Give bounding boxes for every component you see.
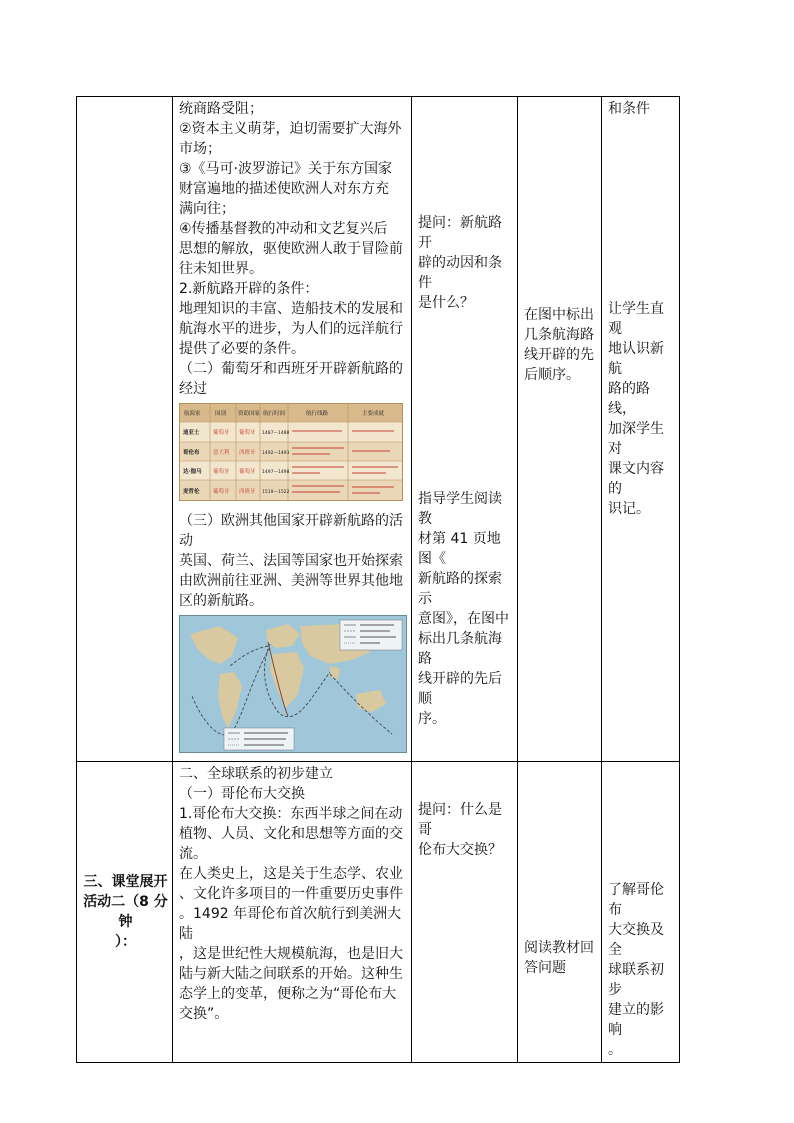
text-line: 地认识新航 <box>608 341 664 377</box>
text-line: 航海水平的进步，为人们的远洋航行 <box>179 321 403 337</box>
text-line: 在图中标出 <box>524 307 594 323</box>
text-line: 路的路线， <box>608 381 650 417</box>
nav-header: 航行时间 <box>263 411 286 417</box>
nav-cell: 1487—1488 <box>262 431 290 436</box>
text-line: 动 <box>179 533 193 549</box>
text-line: 英国、荷兰、法国等国家也开始探索 <box>179 553 403 569</box>
text-line: 让学生直观 <box>608 301 664 337</box>
text-line: 几条航海路 <box>524 327 594 343</box>
nav-header: 国别 <box>215 411 227 417</box>
text-line: 三、课堂展开 <box>83 874 168 890</box>
nav-cell: 意大利 <box>213 450 230 456</box>
nav-header: 资助国家 <box>238 411 261 417</box>
text-line: 满向往； <box>179 201 235 217</box>
text-line: 、文化许多项目的一件重要历史事件 <box>179 886 403 902</box>
text-line: ②资本主义萌芽，迫切需要扩大海外 <box>179 121 402 137</box>
text-line: （一）哥伦布大交换 <box>179 786 305 802</box>
sea-routes-map-image <box>179 615 407 753</box>
teacher-activity-cell <box>412 762 518 1063</box>
text-line: 答问题 <box>524 960 566 976</box>
nav-cell: 葡萄牙 <box>213 489 230 495</box>
text-line: 交换”。 <box>179 1006 229 1022</box>
table-row <box>77 97 680 762</box>
text-line: 后顺序。 <box>524 367 580 383</box>
text-line: 。1492 年哥伦布首次航行到美洲大陆 <box>179 906 402 942</box>
text-line: 伦布大交换？ <box>418 842 502 858</box>
stage-cell <box>77 762 173 1063</box>
text-line: 态学上的变革，便称之为“哥伦布大 <box>179 986 397 1002</box>
text-line: 阅读教材回 <box>524 940 594 956</box>
text-line: 是什么？ <box>418 295 474 311</box>
text-line: 识记。 <box>608 501 650 517</box>
text-line: ）： <box>115 934 136 950</box>
text-line: 流。 <box>179 846 207 862</box>
text-line: 统商路受阻； <box>179 101 263 117</box>
nav-cell: 西班牙 <box>239 450 256 456</box>
text-line: 经过 <box>179 381 207 397</box>
text-line: 球联系初步 <box>608 962 664 998</box>
design-intent-cell <box>602 97 680 762</box>
text-line: 提问：什么是哥 <box>418 802 502 838</box>
design-intent-cell <box>602 762 680 1063</box>
text-line: 1.哥伦布大交换：东西半球之间在动 <box>179 806 403 822</box>
content-cell <box>173 762 412 1063</box>
text-line: 辟的动因和条件 <box>418 255 502 291</box>
nav-header: 主要成就 <box>362 411 385 417</box>
text-line: 和条件 <box>608 101 650 117</box>
nav-cell: 哥伦布 <box>183 450 200 456</box>
text-line: 大交换及全 <box>608 922 664 958</box>
nav-header: 航行线路 <box>306 411 329 417</box>
text-line: 。 <box>608 1042 622 1058</box>
nav-cell: 1519—1522 <box>262 490 290 495</box>
text-line: 加深学生对 <box>608 421 664 457</box>
nav-cell: 葡萄牙 <box>213 430 230 436</box>
text-line: 市场； <box>179 141 221 157</box>
text-line: 了解哥伦布 <box>608 882 664 918</box>
text-line: 2.新航路开辟的条件： <box>179 281 319 297</box>
nav-cell: 西班牙 <box>239 489 256 495</box>
text-line: 由欧洲前往亚洲、美洲等世界其他地 <box>179 573 403 589</box>
text-line: 意图》，在图中 <box>418 611 509 627</box>
nav-cell: 1492—1493 <box>262 451 290 456</box>
stage-cell <box>77 97 173 762</box>
text-line: 往未知世界。 <box>179 261 263 277</box>
nav-cell: 葡萄牙 <box>213 469 230 475</box>
text-line: （二）葡萄牙和西班牙开辟新航路的 <box>179 361 403 377</box>
content-cell <box>173 97 412 762</box>
lesson-plan-table <box>76 96 680 1063</box>
nav-header: 航海家 <box>184 411 201 417</box>
text-line: 提供了必要的条件。 <box>179 341 305 357</box>
text-line: 区的新航路。 <box>179 593 263 609</box>
text-line: 提问：新航路开 <box>418 215 502 251</box>
text-line: 线开辟的先 <box>524 347 594 363</box>
nav-cell: 达·伽马 <box>183 469 202 475</box>
text-line: ④传播基督教的冲动和文艺复兴后 <box>179 221 388 237</box>
nav-cell: 麦哲伦 <box>183 489 200 495</box>
table-row <box>77 762 680 1063</box>
text-line: 材第 41 页地图《 <box>418 531 501 567</box>
nav-cell: 1497—1498 <box>262 470 290 475</box>
text-line: 财富遍地的描述使欧洲人对东方充 <box>179 181 389 197</box>
text-line: ③《马可·波罗游记》关于东方国家 <box>179 161 393 177</box>
text-line: 二、全球联系的初步建立 <box>179 766 333 782</box>
text-line: 新航路的探索示 <box>418 571 502 607</box>
text-line: 地理知识的丰富、造船技术的发展和 <box>179 301 403 317</box>
text-line: 活动二（8 分钟 <box>83 894 168 930</box>
student-activity-cell <box>518 97 602 762</box>
text-line: 陆与新大陆之间联系的开始。这种生 <box>179 966 403 982</box>
nav-cell: 迪亚士 <box>183 430 200 436</box>
text-line: 课文内容的 <box>608 461 664 497</box>
nav-cell: 葡萄牙 <box>239 430 256 436</box>
teacher-activity-cell <box>412 97 518 762</box>
text-line: 序。 <box>418 711 446 727</box>
student-activity-cell <box>518 762 602 1063</box>
text-line: （三）欧洲其他国家开辟新航路的活 <box>179 513 403 529</box>
text-line: ，这是世纪性大规模航海，也是旧大 <box>179 946 403 962</box>
text-line: 思想的解放，驱使欧洲人敢于冒险前 <box>179 241 403 257</box>
text-line: 标出几条航海路 <box>418 631 502 667</box>
nav-cell: 葡萄牙 <box>239 469 256 475</box>
text-line: 在人类史上，这是关于生态学、农业 <box>179 866 403 882</box>
navigator-table-image <box>179 403 403 501</box>
text-line: 线开辟的先后顺 <box>418 671 502 707</box>
text-line: 植物、人员、文化和思想等方面的交 <box>179 826 403 842</box>
text-line: 建立的影响 <box>608 1002 664 1038</box>
text-line: 指导学生阅读教 <box>418 491 502 527</box>
